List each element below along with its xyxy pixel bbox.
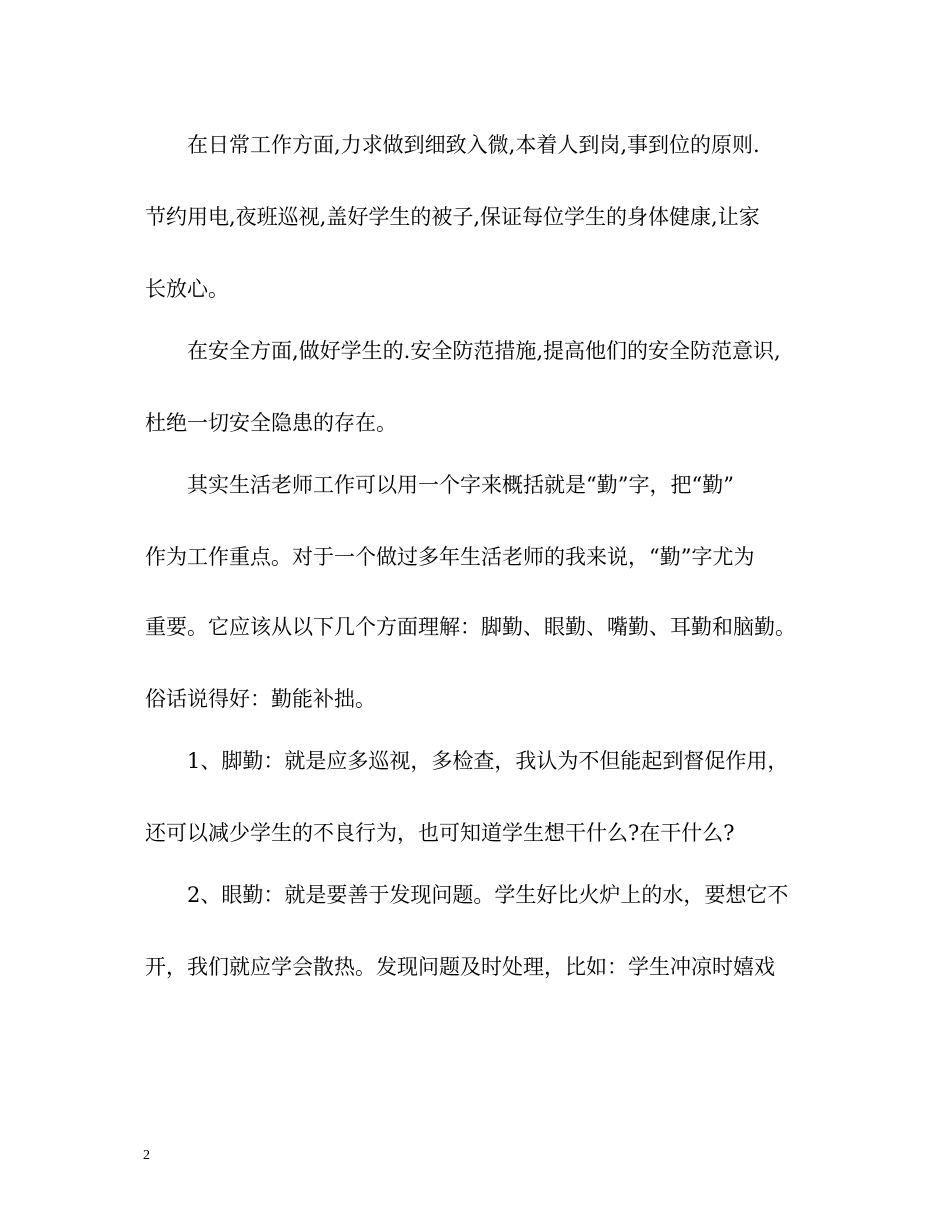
paragraph-daily-work-line-3: 长放心。 <box>145 277 229 301</box>
paragraph-foot-diligence-line-2: 还可以减少学生的不良行为，也可知道学生想干什么?在干什么? <box>145 821 735 845</box>
paragraph-daily-work-line-1: 在日常工作方面,力求做到细致入微,本着人到岗,事到位的原则. <box>187 133 760 157</box>
paragraph-diligence-line-1: 其实生活老师工作可以用一个字来概括就是“勤”字，把“勤” <box>187 473 734 497</box>
paragraph-eye-diligence-line-1: 2、眼勤：就是要善于发现问题。学生好比火炉上的水，要想它不 <box>187 883 789 907</box>
paragraph-daily-work-line-2: 节约用电,夜班巡视,盖好学生的被子,保证每位学生的身体健康,让家 <box>145 205 760 229</box>
paragraph-foot-diligence-line-1: 1、脚勤：就是应多巡视，多检查，我认为不但能起到督促作用， <box>187 749 789 773</box>
paragraph-diligence-line-3: 重要。它应该从以下几个方面理解：脚勤、眼勤、嘴勤、耳勤和脑勤。 <box>145 615 796 639</box>
paragraph-diligence-line-4: 俗话说得好：勤能补拙。 <box>145 687 376 711</box>
paragraph-safety-line-1: 在安全方面,做好学生的.安全防范措施,提高他们的安全防范意识, <box>187 339 781 363</box>
page-number: 2 <box>143 1148 150 1163</box>
paragraph-diligence-line-2: 作为工作重点。对于一个做过多年生活老师的我来说，“勤”字尤为 <box>145 545 755 569</box>
paragraph-safety-line-2: 杜绝一切安全隐患的存在。 <box>145 411 397 435</box>
paragraph-eye-diligence-line-2: 开，我们就应学会散热。发现问题及时处理，比如：学生冲凉时嬉戏 <box>145 955 775 979</box>
